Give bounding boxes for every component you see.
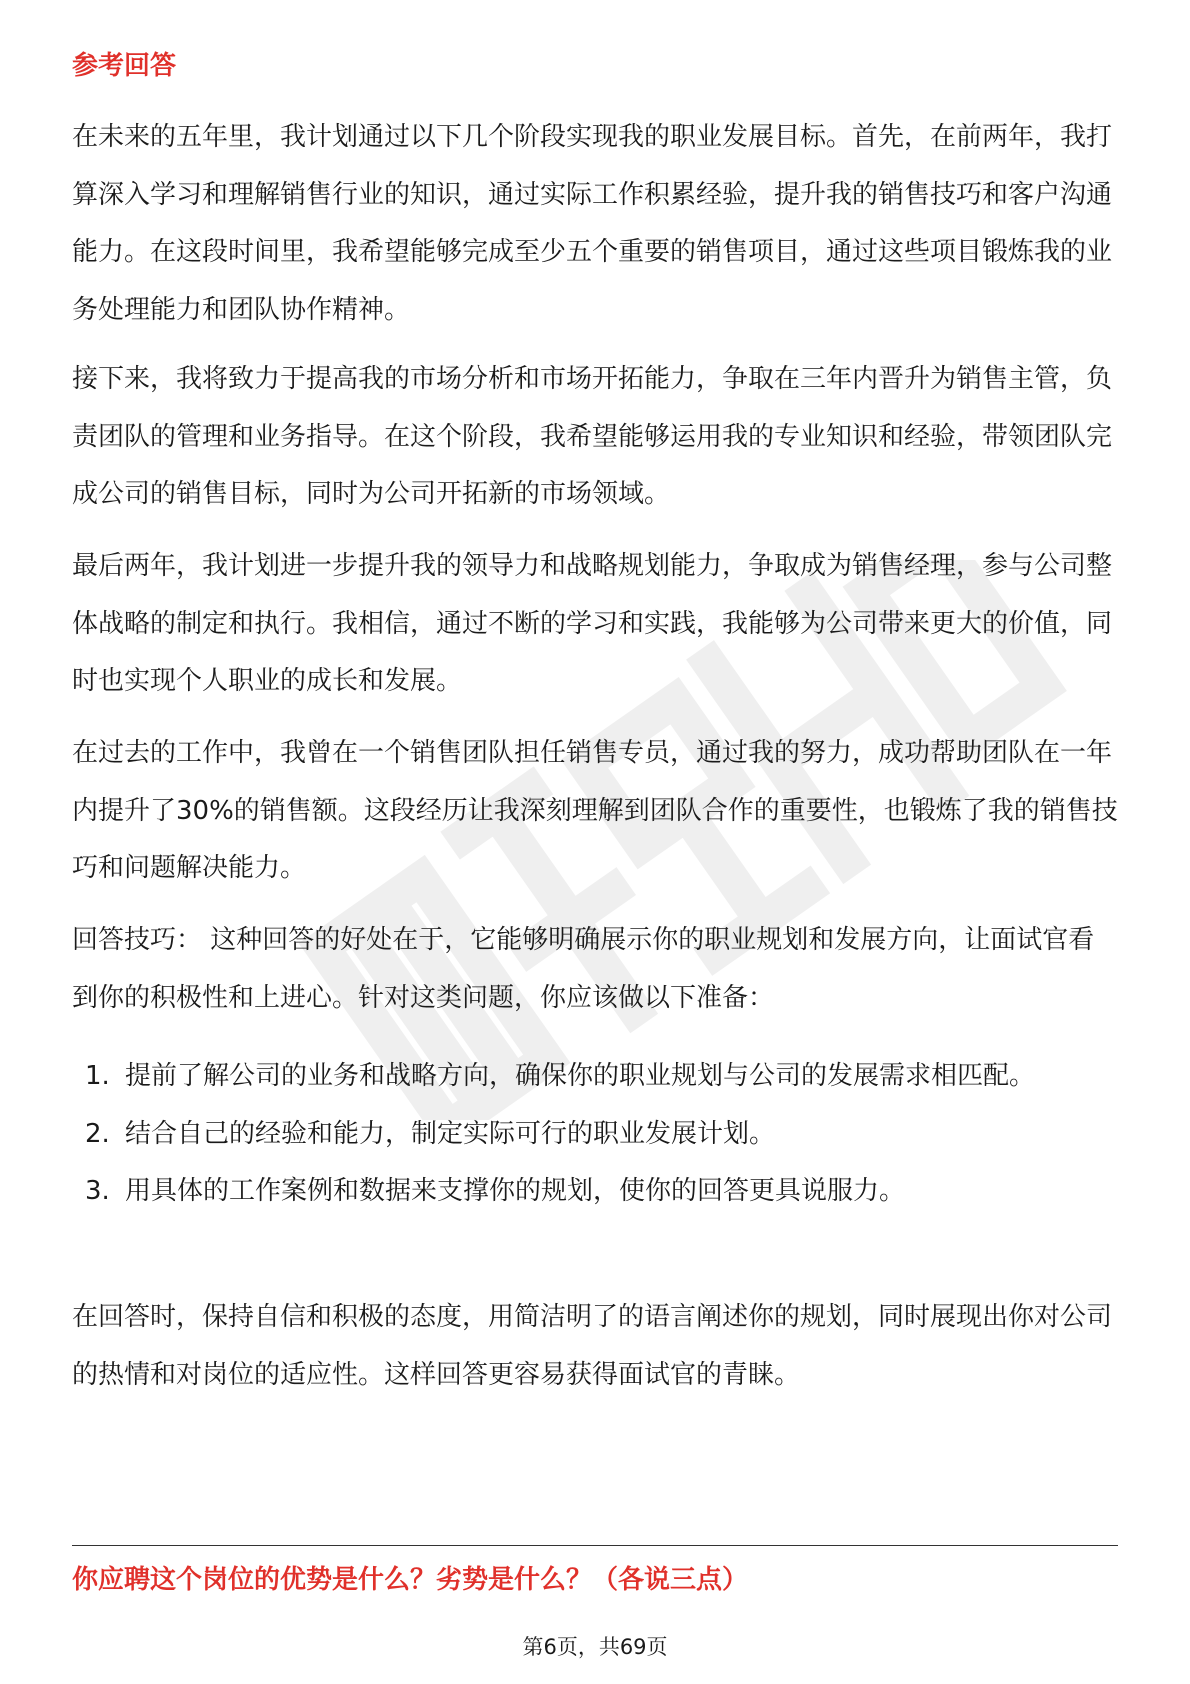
tips-list-item <box>72 1163 1118 1221</box>
tips-intro: 回答技巧： 这种回答的好处在于，它能够明确展示你的职业规划和发展方向，让面试官看到你的积极性和上进心。针对这类问题，你应该做以下准备： <box>72 925 1095 1013</box>
tips-list-item <box>72 1106 1118 1164</box>
list-item-text: 用具体的工作案例和数据来支撑你的规划，使你的回答更具说服力。 <box>125 1176 906 1206</box>
reference-answer-heading: 参考回答 <box>72 51 177 81</box>
tips-list <box>72 1048 1118 1221</box>
answer-paragraph-3: 最后两年，我计划进一步提升我的领导力和战略规划能力，争取成为销售经理，参与公司整体战略的制定和执行。我相信，通过不断的学习和实践，我能够为公司带来更大的价值，同时也实现个人职业的成长和发展。 <box>72 551 1113 696</box>
list-number: 3. <box>85 1176 110 1206</box>
page-number-footer: 第6页，共69页 <box>522 1635 668 1659</box>
section-divider <box>72 1545 1118 1546</box>
answer-paragraph-2: 接下来，我将致力于提高我的市场分析和市场开拓能力，争取在三年内晋升为销售主管，负责团队的管理和业务指导。在这个阶段，我希望能够运用我的专业知识和经验，带领团队完成公司的销售目标，同时为公司开拓新的市场领域。 <box>72 364 1113 509</box>
answer-paragraph-1: 在未来的五年里，我计划通过以下几个阶段实现我的职业发展目标。首先，在前两年，我打算深入学习和理解销售行业的知识，通过实际工作积累经验，提升我的销售技巧和客户沟通能力。在这段时间里，我希望能够完成至少五个重要的销售项目，通过这些项目锻炼我的业务处理能力和团队协作精神。 <box>72 122 1113 325</box>
list-number: 2. <box>85 1118 110 1149</box>
list-item-text: 提前了解公司的业务和战略方向，确保你的职业规划与公司的发展需求相匹配。 <box>125 1061 1036 1091</box>
tips-list-item <box>72 1048 1118 1106</box>
tips-closing: 在回答时，保持自信和积极的态度，用简洁明了的语言阐述你的规划，同时展现出你对公司的热情和对岗位的适应性。这样回答更容易获得面试官的青睐。 <box>72 1302 1113 1390</box>
list-item-text: 结合自己的经验和能力，制定实际可行的职业发展计划。 <box>125 1118 776 1149</box>
next-question-heading: 你应聘这个岗位的优势是什么？劣势是什么？（各说三点） <box>72 1565 749 1595</box>
list-number: 1. <box>85 1061 110 1091</box>
answer-paragraph-4: 在过去的工作中，我曾在一个销售团队担任销售专员，通过我的努力，成功帮助团队在一年内提升了30%的销售额。这段经历让我深刻理解到团队合作的重要性，也锻炼了我的销售技巧和问题解决能力。 <box>72 738 1118 883</box>
